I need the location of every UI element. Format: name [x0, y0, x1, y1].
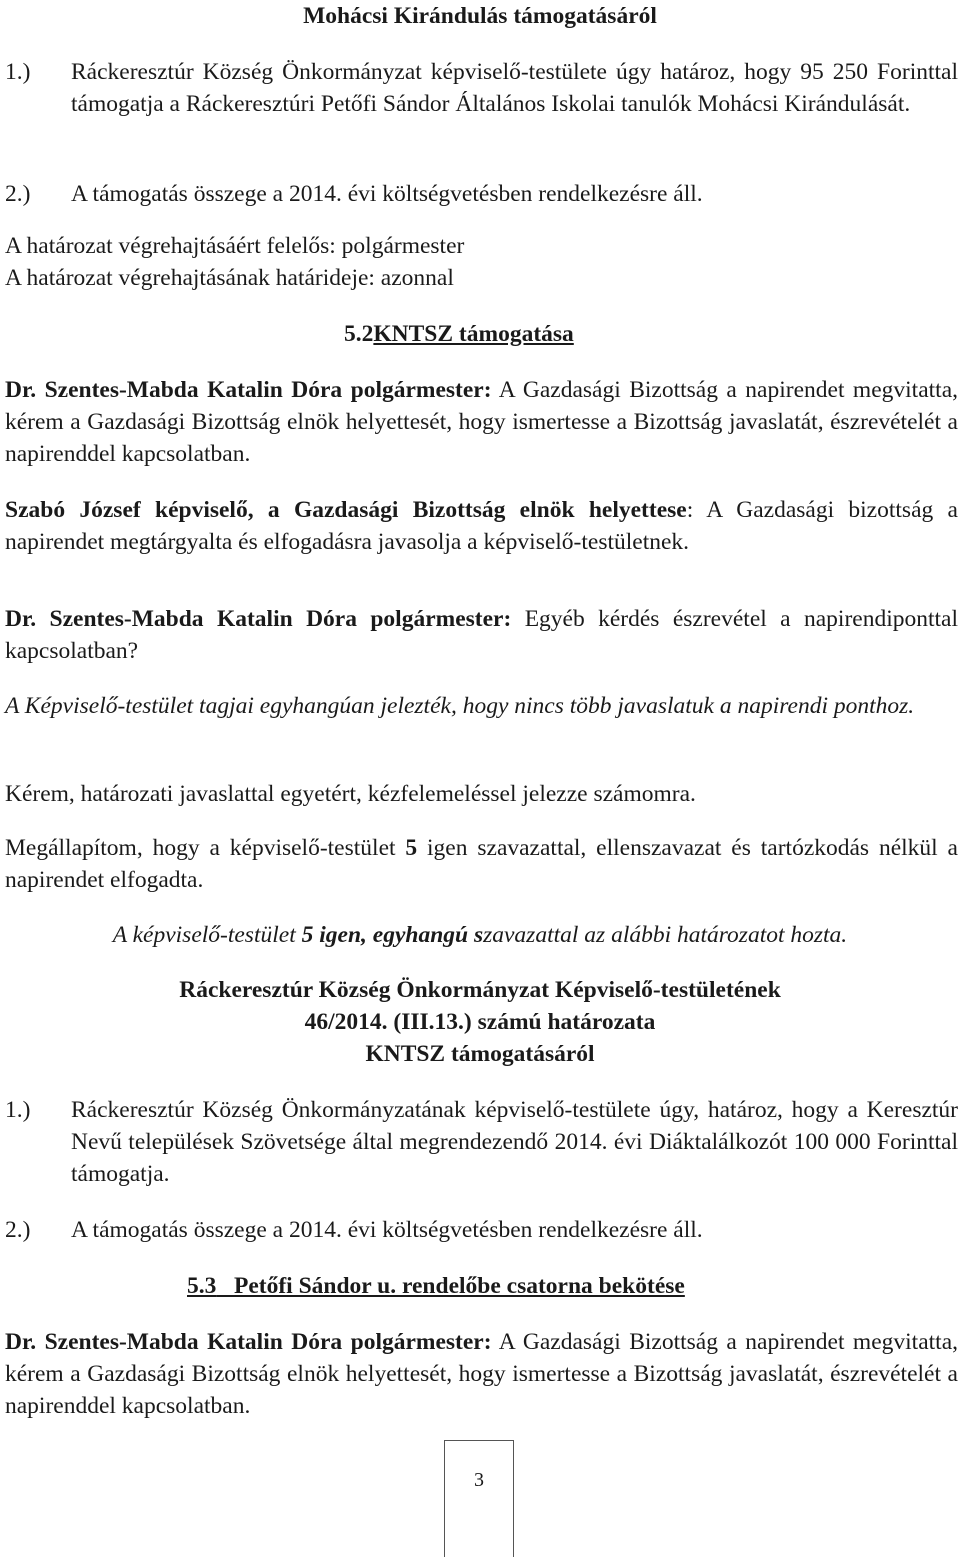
item-number: 2.): [5, 1217, 31, 1243]
section-number: 5.2: [344, 321, 374, 347]
paragraph-council-statement: A Képviselő-testület tagjai egyhangúan jelezték, hogy nincs több javaslatuk a napirendi ponthoz.: [5, 693, 915, 719]
paragraph-vote-summary: A képviselő-testület 5 igen, egyhangú szavazattal az alábbi határozatot hozta.: [112, 922, 848, 948]
resolution-title: Mohácsi Kirándulás támogatásáról: [303, 3, 657, 29]
paragraph-mayor-3: [5, 1326, 958, 1422]
section-number: 5.3: [187, 1273, 217, 1299]
paragraph-committee: [5, 494, 958, 558]
speech-text: Egyéb kérdés észrevétel a napirendiponttal kapcsolatban?: [5, 606, 958, 664]
deadline-line: A határozat végrehajtásának határideje: azonnal: [5, 265, 454, 291]
resolution-2-header-1: Ráckeresztúr Község Önkormányzat Képviselő-testületének: [179, 977, 781, 1003]
vote-count: 5: [405, 835, 418, 861]
item-text: A támogatás összege a 2014. évi költségvetésben rendelkezésre áll.: [71, 1217, 703, 1243]
page-number: 3: [474, 1469, 484, 1491]
item-number: 1.): [5, 59, 31, 85]
resolution-2-item-1: [0, 1094, 958, 1190]
resolution-item-2: [0, 178, 958, 210]
item-number: 2.): [5, 181, 31, 207]
speaker-name: Dr. Szentes-Mabda Katalin Dóra polgármester:: [5, 377, 492, 403]
paragraph-mayor-2: [5, 603, 958, 667]
item-text: Ráckeresztúr Község Önkormányzat képviselő-testülete úgy határoz, hogy 95 250 Forinttal támogatja a Ráckeresztúri Petőfi Sándor Általános Iskolai tanulók Mohácsi Kirándulását.: [71, 59, 958, 117]
page-number-box: [444, 1440, 514, 1557]
item-text: Ráckeresztúr Község Önkormányzatának képviselő-testülete úgy, határoz, hogy a Keresztúr Nevű települések Szövetsége által megrendezendő 2014. évi Diáktalálkozót 100 000 Forinttal támogatja.: [71, 1097, 958, 1187]
section-title: Petőfi Sándor u. rendelőbe csatorna bekötése: [234, 1273, 685, 1299]
resolution-2-header-3: KNTSZ támogatásáról: [365, 1041, 595, 1067]
section-title: KNTSZ támogatása: [373, 321, 574, 347]
speaker-name: Szabó József képviselő, a Gazdasági Bizottság elnök helyettese: [5, 497, 687, 523]
resolution-item-1: [0, 56, 958, 152]
paragraph-mayor-1: [5, 374, 958, 470]
speech-text: A Gazdasági Bizottság a napirendet megvitatta, kérem a Gazdasági Bizottság elnök helyettesét, hogy ismertesse a Bizottság javaslatát, észrevételét a napirenddel kapcsolatban.: [5, 1329, 958, 1419]
item-text: A támogatás összege a 2014. évi költségvetésben rendelkezésre áll.: [71, 181, 703, 207]
section-heading-5-3: [187, 1270, 685, 1302]
section-heading-5-2: [344, 318, 574, 350]
responsible-line: A határozat végrehajtásáért felelős: polgármester: [5, 233, 465, 259]
speech-text: : A Gazdasági bizottság a napirendet megtárgyalta és elfogadásra javasolja a képviselő-testületnek.: [5, 497, 958, 555]
speaker-name: Dr. Szentes-Mabda Katalin Dóra polgármester:: [5, 1329, 492, 1355]
speaker-name: Dr. Szentes-Mabda Katalin Dóra polgármester:: [5, 606, 512, 632]
paragraph-vote-result: Megállapítom, hogy a képviselő-testület 5 igen szavazattal, ellenszavazat és tartózkodás nélkül a napirendet elfogadta.: [5, 835, 958, 893]
speech-text: A Gazdasági Bizottság a napirendet megvitatta, kérem a Gazdasági Bizottság elnök helyettesét, hogy ismertesse a Bizottság javaslatát, észrevételét a napirenddel kapcsolatban.: [5, 377, 958, 467]
item-number: 1.): [5, 1097, 31, 1123]
paragraph-vote-request: Kérem, határozati javaslattal egyetért, kézfelemeléssel jelezze számomra.: [5, 781, 696, 807]
vote-summary-bold: 5 igen, egyhangú s: [301, 922, 484, 948]
resolution-2-item-2: [0, 1214, 958, 1246]
resolution-2-header-2: 46/2014. (III.13.) számú határozata: [304, 1009, 656, 1035]
